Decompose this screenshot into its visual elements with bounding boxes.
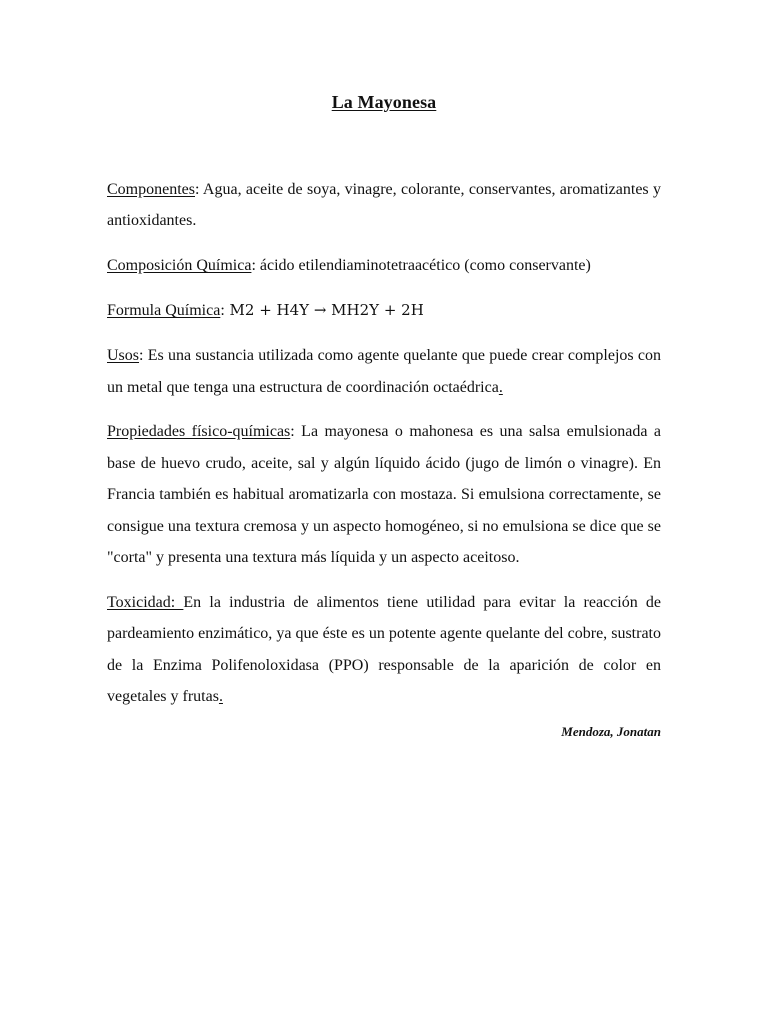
paragraph-usos [107,340,661,403]
document-body [107,174,661,742]
separator-formula: : [220,302,225,320]
paragraph-composicion [107,250,661,281]
separator-composicion: : [251,257,256,275]
paragraph-toxicidad [107,587,661,713]
document-title: La Mayonesa [331,92,437,112]
label-componentes: Componentes [107,181,195,198]
text-composicion: ácido etilendiaminotetraacético (como conservante) [255,257,591,275]
author-signature: Mendoza, Jonatan [561,724,661,740]
label-toxicidad: Toxicidad: [107,593,184,611]
text-usos: Es una sustancia utilizada como agente quelante que puede crear complejos con un metal que tenga una estructura de coordinación octaédrica [107,347,661,396]
separator-componentes: : [195,181,200,198]
separator-propiedades: : [290,423,295,441]
text-propiedades: La mayonesa o mahonesa es una salsa emulsionada a base de huevo crudo, aceite, sal y algún líquido ácido (jugo de limón o vinagre). En Francia también es habitual aromatizarla con mostaza. Si emulsiona correctamente, se consigue una textura cremosa y un aspecto homogéneo, si no emulsiona se dice que se "corta" y presenta una textura más líquida y un aspecto aceitoso. [107,423,661,567]
paragraph-propiedades [107,416,661,573]
label-composicion: Composición Química [107,257,252,275]
paragraph-componentes [107,174,661,237]
separator-usos: : [139,347,144,365]
period-usos: . [498,378,503,396]
label-usos: Usos [107,347,140,365]
paragraph-formula [107,295,661,326]
period-toxicidad: . [218,688,223,706]
label-formula: Formula Química [107,302,221,320]
text-formula: M2 + H4Y → MH2Y + 2H [224,301,424,320]
text-componentes: Agua, aceite de soya, vinagre, colorante, conservantes, aromatizantes y antioxidantes. [107,181,661,230]
label-propiedades: Propiedades físico-químicas [107,423,291,441]
text-toxicidad: En la industria de alimentos tiene utilidad para evitar la reacción de pardeamiento enzimático, ya que éste es un potente agente quelante del cobre, sustrato de la Enzima Polifenoloxidasa (PPO) responsable de la aparición de color en vegetales y frutas [107,593,661,706]
